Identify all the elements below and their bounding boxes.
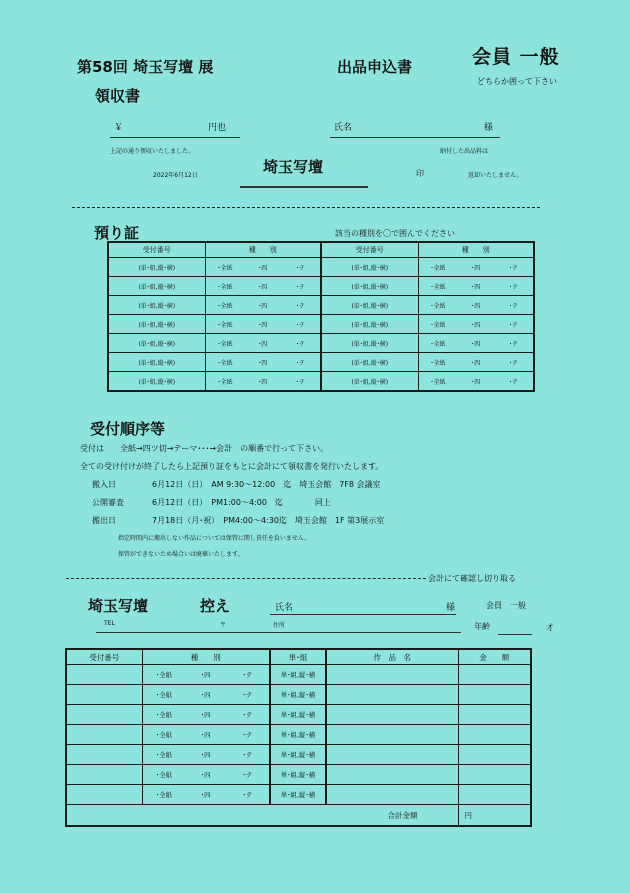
membership-note: どちらか囲って下さい [477, 77, 557, 86]
cat-zenshi: ･全紙 [217, 321, 233, 329]
schedule-text-review: 6月12日（日） PM1:00～4:00 迄 同上 [152, 498, 331, 507]
copy-row [66, 785, 531, 805]
cat-te: ･テ [509, 359, 519, 367]
category-cell[interactable] [205, 372, 321, 392]
cat-te: ･テ [509, 340, 519, 348]
receipt-honorific: 様 [484, 123, 494, 133]
category-cell[interactable] [142, 705, 270, 725]
size-options[interactable]: (単･組,縦･横) [108, 372, 205, 392]
cat-zenshi: ･全紙 [430, 283, 446, 291]
postal-mark: 〒 [220, 622, 227, 629]
cat-yotsu: ･四 [471, 321, 481, 329]
amount-cell[interactable] [458, 745, 531, 765]
cat-te: ･テ [242, 771, 253, 779]
cat-yotsu: ･四 [471, 264, 481, 272]
amount-cell[interactable] [458, 685, 531, 705]
amount-cell[interactable] [458, 665, 531, 685]
size-options[interactable]: 単･組,縦･横 [270, 745, 326, 765]
amount-cell[interactable] [458, 785, 531, 805]
cat-te: ･テ [242, 691, 253, 699]
custody-heading: 預り証 [94, 224, 140, 242]
copy-row [66, 705, 531, 725]
schedule-label-delivery: 搬入日 [92, 480, 116, 489]
cat-yotsu: ･四 [258, 302, 268, 310]
receipt-no-cell[interactable] [66, 705, 142, 725]
copy-col-title: 作 品 名 [326, 649, 458, 665]
cat-te: ･テ [296, 302, 306, 310]
cat-te: ･テ [296, 359, 306, 367]
cat-zenshi: ･全紙 [155, 791, 173, 799]
custody-instruction: 該当の種別を〇で囲んでください [335, 229, 455, 238]
category-cell[interactable] [418, 258, 534, 277]
col-category: 種 別 [205, 242, 321, 258]
cat-zenshi: ･全紙 [430, 378, 446, 386]
cut-line-note: 会計にて確認し切り取る [428, 574, 516, 583]
cat-yotsu: ･四 [200, 711, 211, 719]
amount-cell[interactable] [458, 725, 531, 745]
custody-row [108, 315, 534, 334]
copy-col-receipt-no: 受付番号 [66, 649, 142, 665]
size-options[interactable]: (単･組,縦･横) [321, 296, 418, 315]
exhibition-title: 第58回 埼玉写壇 展 [77, 58, 214, 76]
cat-te: ･テ [509, 321, 519, 329]
copy-col-amount: 金 額 [458, 649, 531, 665]
receipt-no-cell[interactable] [66, 665, 142, 685]
copy-name-label: 氏名 [275, 603, 294, 613]
procedure-heading: 受付順序等 [90, 420, 166, 438]
cat-zenshi: ･全紙 [430, 340, 446, 348]
copy-name-line [270, 614, 456, 615]
procedure-note1: 指定時間内に搬出しない作品については保管に関し責任を負いません。 [118, 535, 311, 542]
copy-org-name: 埼玉写壇 [88, 597, 149, 615]
cat-te: ･テ [242, 711, 253, 719]
category-cell[interactable] [142, 785, 270, 805]
yen-suffix: 円也 [208, 123, 227, 133]
size-options[interactable]: 単･組,縦･横 [270, 785, 326, 805]
copy-membership-options[interactable]: 会員 一般 [486, 601, 526, 610]
return-note: 納付した出品料は [440, 148, 489, 155]
category-cell[interactable] [418, 277, 534, 296]
cat-yotsu: ･四 [258, 283, 268, 291]
amount-line [110, 137, 240, 138]
custody-table [107, 241, 535, 392]
cat-zenshi: ･全紙 [217, 378, 233, 386]
schedule-label-pickup: 搬出日 [92, 516, 116, 525]
cat-zenshi: ･全紙 [217, 359, 233, 367]
col-category-right: 種 別 [418, 242, 534, 258]
category-cell[interactable] [418, 334, 534, 353]
size-options[interactable]: (単･組,縦･横) [108, 353, 205, 372]
cat-te: ･テ [242, 791, 253, 799]
size-options[interactable]: (単･組,縦･横) [108, 334, 205, 353]
cat-yotsu: ･四 [200, 791, 211, 799]
cat-zenshi: ･全紙 [155, 691, 173, 699]
category-cell[interactable] [418, 315, 534, 334]
receipt-no-cell[interactable] [66, 765, 142, 785]
receipt-no-cell[interactable] [66, 725, 142, 745]
copy-row [66, 745, 531, 765]
no-refund-note: 返却いたしません。 [468, 172, 523, 179]
cat-zenshi: ･全紙 [155, 731, 173, 739]
age-line [498, 634, 532, 635]
size-options[interactable]: (単･組,縦･横) [108, 296, 205, 315]
receipt-name-label: 氏名 [334, 123, 353, 133]
cat-yotsu: ･四 [258, 378, 268, 386]
copy-row [66, 765, 531, 785]
age-label: 年齢 [474, 622, 490, 631]
total-row [66, 805, 531, 827]
size-options[interactable]: (単･組,縦･横) [108, 277, 205, 296]
cat-yotsu: ･四 [200, 671, 211, 679]
cut-line-bottom [66, 578, 426, 579]
cat-te: ･テ [296, 378, 306, 386]
cat-zenshi: ･全紙 [430, 264, 446, 272]
title-cell[interactable] [326, 725, 458, 745]
cat-yotsu: ･四 [258, 340, 268, 348]
cat-zenshi: ･全紙 [155, 671, 173, 679]
cat-te: ･テ [296, 340, 306, 348]
category-cell[interactable] [205, 315, 321, 334]
cat-te: ･テ [296, 264, 306, 272]
size-options[interactable]: 単･組,縦･横 [270, 725, 326, 745]
size-options[interactable]: (単･組,縦･横) [321, 277, 418, 296]
title-cell[interactable] [326, 685, 458, 705]
title-cell[interactable] [326, 765, 458, 785]
total-label: 合計金額 [66, 805, 458, 827]
copy-col-category: 種 別 [142, 649, 270, 665]
cat-te: ･テ [242, 731, 253, 739]
procedure-line2: 全ての受け付けが終了したら上記預り証をもとに会計にて領収書を発行いたします。 [80, 462, 384, 471]
cat-zenshi: ･全紙 [430, 359, 446, 367]
procedure-line1-text: 全紙→四ツ切→テーマ･･･→会計 の順番で行って下さい。 [120, 444, 329, 453]
procedure-note2: 保管ができないため場合いは廃棄いたします。 [118, 551, 244, 558]
copy-table [65, 648, 532, 827]
copy-col-size: 単･組 [270, 649, 326, 665]
category-cell[interactable] [142, 665, 270, 685]
size-options[interactable]: 単･組,縦･横 [270, 665, 326, 685]
cat-te: ･テ [509, 302, 519, 310]
schedule-text-pickup: 7月18日（月･祝） PM4:00～4:30迄 埼玉会館 1F 第3展示室 [152, 516, 385, 525]
cat-te: ･テ [509, 264, 519, 272]
category-cell[interactable] [205, 334, 321, 353]
cat-yotsu: ･四 [258, 359, 268, 367]
category-cell[interactable] [205, 296, 321, 315]
title-cell[interactable] [326, 745, 458, 765]
category-cell[interactable] [205, 258, 321, 277]
cat-yotsu: ･四 [471, 340, 481, 348]
category-cell[interactable] [418, 372, 534, 392]
custody-row [108, 353, 534, 372]
category-cell[interactable] [418, 353, 534, 372]
total-suffix[interactable]: 円 [458, 805, 531, 827]
custody-row [108, 277, 534, 296]
size-options[interactable]: (単･組,縦･横) [321, 315, 418, 334]
copy-row [66, 665, 531, 685]
cat-te: ･テ [242, 671, 253, 679]
size-options[interactable]: (単･組,縦･横) [321, 334, 418, 353]
custody-row [108, 372, 534, 392]
cat-yotsu: ･四 [200, 731, 211, 739]
cat-te: ･テ [509, 378, 519, 386]
category-cell[interactable] [142, 745, 270, 765]
cat-zenshi: ･全紙 [430, 321, 446, 329]
size-options[interactable]: (単･組,縦･横) [321, 353, 418, 372]
category-cell[interactable] [418, 296, 534, 315]
cat-yotsu: ･四 [471, 378, 481, 386]
form-title: 出品申込書 [337, 58, 413, 76]
amount-cell[interactable] [458, 705, 531, 725]
title-cell[interactable] [326, 665, 458, 685]
receipt-org-name: 埼玉写壇 [263, 158, 324, 176]
receipt-no-cell[interactable] [66, 745, 142, 765]
size-options[interactable]: 単･組,縦･横 [270, 705, 326, 725]
received-note: 上記の通り領収いたしました。 [110, 148, 195, 155]
title-cell[interactable] [326, 705, 458, 725]
tel-label: TEL [104, 620, 115, 627]
cat-yotsu: ･四 [200, 691, 211, 699]
cat-yotsu: ･四 [471, 302, 481, 310]
size-options[interactable]: 単･組,縦･横 [270, 685, 326, 705]
col-receipt-no: 受付番号 [108, 242, 205, 258]
copy-honorific: 様 [446, 603, 456, 613]
copy-row [66, 685, 531, 705]
copy-label: 控え [200, 597, 231, 615]
cat-zenshi: ･全紙 [155, 771, 173, 779]
org-underline [240, 186, 368, 188]
size-options[interactable]: (単･組,縦･横) [108, 258, 205, 277]
cat-zenshi: ･全紙 [217, 283, 233, 291]
size-options[interactable]: (単･組,縦･横) [321, 258, 418, 277]
size-options[interactable]: 単･組,縦･横 [270, 765, 326, 785]
title-cell[interactable] [326, 785, 458, 805]
cat-te: ･テ [296, 283, 306, 291]
cat-zenshi: ･全紙 [430, 302, 446, 310]
cat-yotsu: ･四 [258, 264, 268, 272]
address-line [96, 632, 461, 633]
category-cell[interactable] [205, 353, 321, 372]
receipt-no-cell[interactable] [66, 685, 142, 705]
cat-te: ･テ [242, 751, 253, 759]
category-cell[interactable] [142, 765, 270, 785]
cat-yotsu: ･四 [258, 321, 268, 329]
custody-row [108, 258, 534, 277]
cat-zenshi: ･全紙 [155, 751, 173, 759]
procedure-line1-label: 受付は [80, 444, 104, 453]
cat-zenshi: ･全紙 [217, 264, 233, 272]
receipt-no-cell[interactable] [66, 785, 142, 805]
cat-yotsu: ･四 [471, 359, 481, 367]
membership-options[interactable]: 会員 一般 [472, 46, 560, 68]
cut-line-top [72, 207, 540, 208]
size-options[interactable]: (単･組,縦･横) [108, 315, 205, 334]
cat-zenshi: ･全紙 [217, 340, 233, 348]
custody-row [108, 334, 534, 353]
col-receipt-no-right: 受付番号 [321, 242, 418, 258]
address-label: 住所 [273, 622, 286, 629]
yen-prefix: ￥ [114, 123, 124, 133]
cat-yotsu: ･四 [200, 751, 211, 759]
category-cell[interactable] [142, 685, 270, 705]
cat-te: ･テ [509, 283, 519, 291]
seal-mark: 印 [416, 169, 424, 178]
category-cell[interactable] [142, 725, 270, 745]
amount-cell[interactable] [458, 765, 531, 785]
category-cell[interactable] [205, 277, 321, 296]
cat-te: ･テ [296, 321, 306, 329]
schedule-label-review: 公開審査 [92, 498, 124, 507]
age-suffix: 才 [546, 623, 554, 632]
copy-row [66, 725, 531, 745]
custody-row [108, 296, 534, 315]
name-line [330, 137, 500, 138]
size-options[interactable]: (単･組,縦･横) [321, 372, 418, 392]
cat-yotsu: ･四 [200, 771, 211, 779]
receipt-date: 2022年6月12日 [153, 172, 198, 179]
schedule-text-delivery: 6月12日（日） AM 9:30～12:00 迄 埼玉会館 7F8 会議室 [152, 480, 381, 489]
cat-yotsu: ･四 [471, 283, 481, 291]
receipt-heading: 領収書 [95, 87, 141, 105]
cat-zenshi: ･全紙 [217, 302, 233, 310]
cat-zenshi: ･全紙 [155, 711, 173, 719]
